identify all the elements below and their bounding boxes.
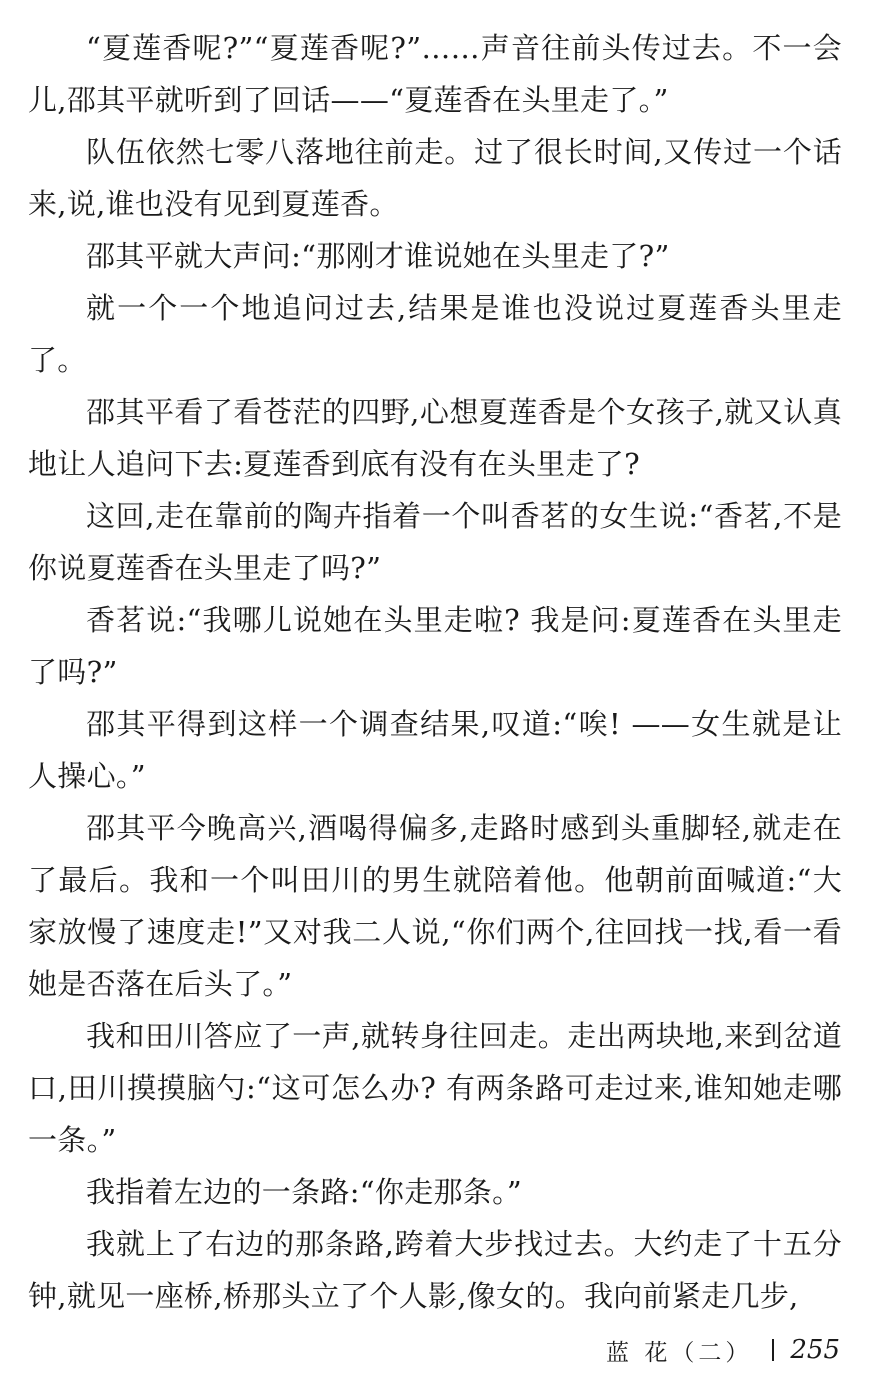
- paragraph-5: 邵其平看了看苍茫的四野,心想夏莲香是个女孩子,就又认真地让人追问下去:夏莲香到底有没有在头里走了?: [28, 395, 842, 481]
- footer-divider: [772, 1339, 774, 1361]
- paragraph-1: “夏莲香呢?”“夏莲香呢?”……声音往前头传过去。不一会儿,邵其平就听到了回话——“夏莲香在头里走了。”: [28, 31, 842, 117]
- paragraph-12: 我就上了右边的那条路,跨着大步找过去。大约走了十五分钟,就见一座桥,桥那头立了个人影,像女的。我向前紧走几步,: [28, 1227, 842, 1313]
- paragraph-3: 邵其平就大声问:“那刚才谁说她在头里走了?”: [86, 239, 670, 273]
- page-footer: [606, 1330, 840, 1370]
- paragraph-4: 就一个一个地追问过去,结果是谁也没说过夏莲香头里走了。: [28, 291, 842, 377]
- paragraph-11: 我指着左边的一条路:“你走那条。”: [86, 1175, 523, 1209]
- paragraph-2: 队伍依然七零八落地往前走。过了很长时间,又传过一个话来,说,谁也没有见到夏莲香。: [28, 135, 842, 221]
- paragraph-7: 香茗说:“我哪儿说她在头里走啦? 我是问:夏莲香在头里走了吗?”: [28, 603, 842, 689]
- paragraph-8: 邵其平得到这样一个调查结果,叹道:“唉! ——女生就是让人操心。”: [28, 707, 842, 793]
- paragraph-9: 邵其平今晚高兴,酒喝得偏多,走路时感到头重脚轻,就走在了最后。我和一个叫田川的男生就陪着他。他朝前面喊道:“大家放慢了速度走!”又对我二人说,“你们两个,往回找一找,看一看她是否落在后头了。”: [28, 811, 842, 1001]
- page-body: [28, 22, 842, 1322]
- paragraph-6: 这回,走在靠前的陶卉指着一个叫香茗的女生说:“香茗,不是你说夏莲香在头里走了吗?”: [28, 499, 842, 585]
- running-title: 蓝 花（二）: [606, 1339, 753, 1366]
- page-number: 255: [790, 1335, 840, 1365]
- paragraph-10: 我和田川答应了一声,就转身往回走。走出两块地,来到岔道口,田川摸摸脑勺:“这可怎么办? 有两条路可走过来,谁知她走哪一条。”: [28, 1019, 842, 1157]
